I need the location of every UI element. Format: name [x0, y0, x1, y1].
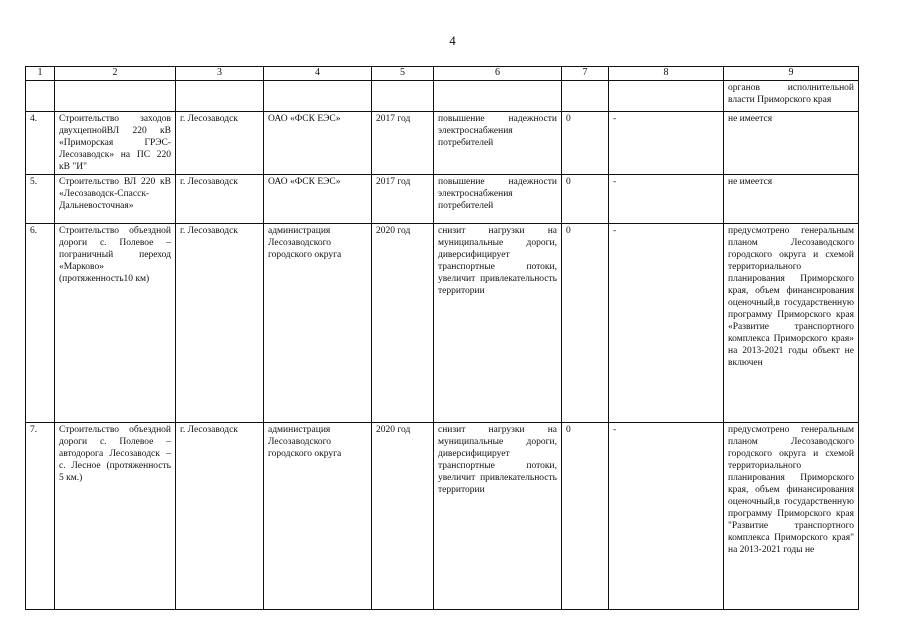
object-name: Строительство объездной дороги с. Полевое – автодорога Лесозаводск – с. Лесное (протяженность 5 км.) [55, 423, 176, 610]
column-8-value: - [609, 112, 724, 175]
column-7-value: 0 [562, 175, 609, 224]
column-header: 1 [26, 67, 55, 81]
column-header: 7 [562, 67, 609, 81]
table-row [26, 175, 859, 224]
object-name: Строительство ВЛ 220 кВ «Лесозаводск-Спасск-Дальневосточная» [55, 175, 176, 224]
column-header: 3 [176, 67, 264, 81]
continuation-row [26, 81, 859, 112]
location: г. Лесозаводск [176, 224, 264, 423]
table-row [26, 224, 859, 423]
note: предусмотрено генеральным планом Лесозаводского городского округа и схемой территориального планирования Приморского края, объем финансирования оценочный,в государственную программу Приморского края «Развитие транспортного комплекса Приморского края» на 2013-2021 годы объект не включен [724, 224, 859, 423]
location: г. Лесозаводск [176, 175, 264, 224]
column-8-value: - [609, 175, 724, 224]
customer: ОАО «ФСК ЕЭС» [264, 112, 372, 175]
location: г. Лесозаводск [176, 423, 264, 610]
investment-projects-table [25, 66, 859, 610]
year: 2020 год [372, 423, 434, 610]
row-number: 5. [26, 175, 55, 224]
year: 2020 год [372, 224, 434, 423]
page-number: 4 [449, 33, 456, 48]
effect: повышение надежности электроснабжения потребителей [434, 175, 562, 224]
row-number: 4. [26, 112, 55, 175]
column-8-value: - [609, 224, 724, 423]
customer: ОАО «ФСК ЕЭС» [264, 175, 372, 224]
column-8-value: - [609, 423, 724, 610]
table-row [26, 423, 859, 610]
column-header: 5 [372, 67, 434, 81]
continuation-note: органов исполнительной власти Приморского края [724, 81, 859, 112]
note: не имеется [724, 112, 859, 175]
column-header: 2 [55, 67, 176, 81]
table-cell [609, 81, 724, 112]
row-number: 7. [26, 423, 55, 610]
table-cell [26, 81, 55, 112]
table-cell [176, 81, 264, 112]
column-header: 6 [434, 67, 562, 81]
effect: повышение надежности электроснабжения потребителей [434, 112, 562, 175]
year: 2017 год [372, 175, 434, 224]
column-7-value: 0 [562, 224, 609, 423]
table-cell [434, 81, 562, 112]
column-7-value: 0 [562, 423, 609, 610]
header-row [26, 67, 859, 81]
column-7-value: 0 [562, 112, 609, 175]
column-header: 8 [609, 67, 724, 81]
column-header: 9 [724, 67, 859, 81]
table-row [26, 112, 859, 175]
column-header: 4 [264, 67, 372, 81]
table-cell [55, 81, 176, 112]
customer: администрация Лесозаводского городского округа [264, 224, 372, 423]
object-name: Строительство заходов двухцепнойВЛ 220 кВ «Приморская ГРЭС-Лесозаводск» на ПС 220 кВ "И" [55, 112, 176, 175]
note: предусмотрено генеральным планом Лесозаводского городского округа и схемой территориального планирования Приморского края, объем финансирования оценочный,в государственную программу Приморского края "Развитие транспортного комплекса Приморского края" на 2013-2021 годы не [724, 423, 859, 610]
row-number: 6. [26, 224, 55, 423]
year: 2017 год [372, 112, 434, 175]
table-cell [372, 81, 434, 112]
object-name: Строительство объездной дороги с. Полевое – пограничный переход «Марково» (протяженность10 км) [55, 224, 176, 423]
customer: администрация Лесозаводского городского округа [264, 423, 372, 610]
note: не имеется [724, 175, 859, 224]
table-cell [264, 81, 372, 112]
effect: снизит нагрузки на муниципальные дороги, диверсифицирует транспортные потоки, увеличит привлекательность территории [434, 224, 562, 423]
location: г. Лесозаводск [176, 112, 264, 175]
effect: снизит нагрузки на муниципальные дороги, диверсифицирует транспортные потоки, увеличит привлекательность территории [434, 423, 562, 610]
table-cell [562, 81, 609, 112]
